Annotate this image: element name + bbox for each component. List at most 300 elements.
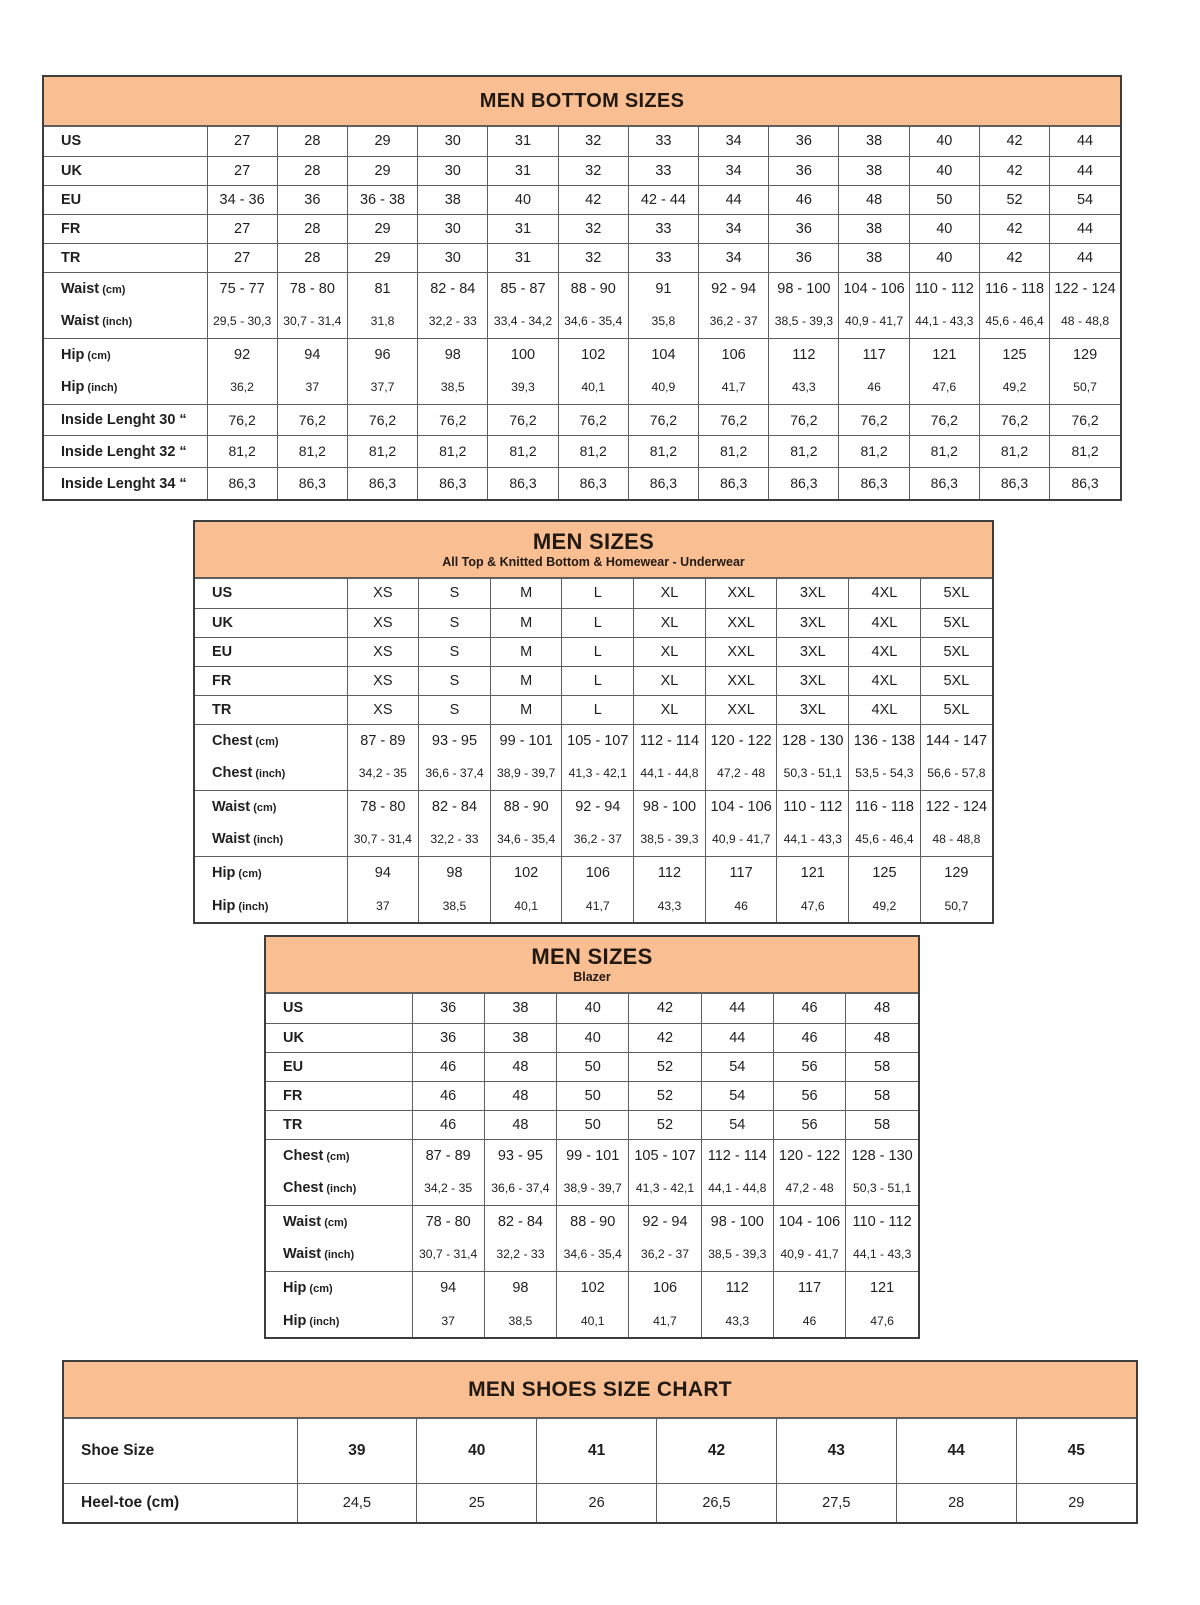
cell-value: 3XL bbox=[777, 637, 849, 666]
table-row-chest-inch bbox=[266, 1172, 918, 1205]
cell-value: XXL bbox=[705, 637, 777, 666]
cell-value: L bbox=[562, 579, 634, 608]
row-label-text: EU bbox=[283, 1058, 304, 1075]
cell-value: 42 bbox=[629, 994, 701, 1023]
cell-value: XS bbox=[347, 666, 419, 695]
cell-value: 3XL bbox=[777, 666, 849, 695]
row-label-waist-cm bbox=[44, 272, 207, 305]
cell-value: 86,3 bbox=[769, 467, 839, 499]
cell-value: 98 bbox=[418, 338, 488, 371]
cell-value: 46 bbox=[773, 1304, 845, 1337]
cell-value: 129 bbox=[920, 856, 992, 889]
cell-value: 81,2 bbox=[1050, 436, 1120, 468]
row-label-hip-inch bbox=[195, 889, 347, 922]
cell-value: 81,2 bbox=[909, 436, 979, 468]
cell-value: 87 - 89 bbox=[347, 724, 419, 757]
cell-value: 30,7 - 31,4 bbox=[412, 1238, 484, 1271]
cell-value: 81,2 bbox=[628, 436, 698, 468]
row-label-inside-lenght-34 bbox=[44, 467, 207, 499]
cell-value: 28 bbox=[277, 156, 347, 185]
row-label-text: US bbox=[212, 585, 233, 602]
cell-value: 4XL bbox=[849, 579, 921, 608]
cell-value: 81,2 bbox=[277, 436, 347, 468]
cell-value: 93 - 95 bbox=[419, 724, 491, 757]
cell-value: S bbox=[419, 579, 491, 608]
cell-value: 78 - 80 bbox=[412, 1205, 484, 1238]
table-row-chest-inch bbox=[195, 757, 992, 790]
cell-value: 34 - 36 bbox=[207, 185, 277, 214]
row-label-text: Inside Lenght 30 “ bbox=[61, 412, 187, 429]
cell-value: 33 bbox=[628, 243, 698, 272]
cell-value: 50 bbox=[557, 1052, 629, 1081]
men-bottom-sizes-grid bbox=[44, 127, 1120, 499]
table-row-tr bbox=[44, 243, 1120, 272]
cell-value: 39 bbox=[297, 1419, 417, 1483]
cell-value: 78 - 80 bbox=[277, 272, 347, 305]
cell-value: XL bbox=[634, 666, 706, 695]
cell-value: 106 bbox=[629, 1271, 701, 1304]
cell-value: 98 bbox=[419, 856, 491, 889]
cell-value: 3XL bbox=[777, 695, 849, 724]
cell-value: 44 bbox=[1050, 156, 1120, 185]
cell-value: 43,3 bbox=[634, 889, 706, 922]
cell-value: 128 - 130 bbox=[846, 1139, 918, 1172]
table-row-eu bbox=[195, 637, 992, 666]
cell-value: 26 bbox=[537, 1483, 657, 1522]
row-label-text: Waist bbox=[212, 798, 251, 815]
men-bottom-sizes-table bbox=[42, 75, 1122, 501]
men-sizes-top-header-band bbox=[195, 522, 992, 579]
cell-value: 47,6 bbox=[777, 889, 849, 922]
cell-value: 38 bbox=[484, 1023, 556, 1052]
cell-value: 112 - 114 bbox=[701, 1139, 773, 1172]
cell-value: 122 - 124 bbox=[920, 790, 992, 823]
cell-value: 86,3 bbox=[488, 467, 558, 499]
cell-value: 34,6 - 35,4 bbox=[557, 1238, 629, 1271]
cell-value: 30 bbox=[418, 156, 488, 185]
row-label-waist-inch bbox=[195, 823, 347, 856]
cell-value: 76,2 bbox=[699, 404, 769, 436]
row-label-tr bbox=[266, 1110, 412, 1139]
cell-value: 121 bbox=[777, 856, 849, 889]
row-label-unit: (inch) bbox=[252, 768, 286, 781]
row-label-uk bbox=[266, 1023, 412, 1052]
cell-value: 50,7 bbox=[920, 889, 992, 922]
cell-value: 38,5 bbox=[418, 371, 488, 404]
row-label-us bbox=[195, 579, 347, 608]
cell-value: 81,2 bbox=[769, 436, 839, 468]
row-label-text: Chest bbox=[283, 1147, 324, 1164]
row-label-tr bbox=[195, 695, 347, 724]
cell-value: 34 bbox=[699, 243, 769, 272]
row-label-text: Hip bbox=[283, 1312, 307, 1329]
cell-value: 75 - 77 bbox=[207, 272, 277, 305]
cell-value: 44 bbox=[1050, 243, 1120, 272]
cell-value: 88 - 90 bbox=[558, 272, 628, 305]
row-label-text: Chest bbox=[283, 1180, 324, 1197]
cell-value: 40 bbox=[557, 994, 629, 1023]
cell-value: 4XL bbox=[849, 695, 921, 724]
cell-value: 37 bbox=[412, 1304, 484, 1337]
cell-value: 81,2 bbox=[418, 436, 488, 468]
table-title: MEN SIZES bbox=[532, 528, 655, 554]
cell-value: 46 bbox=[412, 1052, 484, 1081]
row-label-text: FR bbox=[283, 1087, 303, 1104]
row-label-uk bbox=[195, 608, 347, 637]
cell-value: 40 bbox=[909, 243, 979, 272]
cell-value: 82 - 84 bbox=[419, 790, 491, 823]
cell-value: 54 bbox=[1050, 185, 1120, 214]
cell-value: 31 bbox=[488, 214, 558, 243]
row-label-text: Waist bbox=[61, 280, 100, 297]
cell-value: 81,2 bbox=[488, 436, 558, 468]
row-label-unit: (inch) bbox=[235, 900, 269, 913]
cell-value: 29 bbox=[347, 156, 417, 185]
cell-value: 112 bbox=[701, 1271, 773, 1304]
cell-value: L bbox=[562, 695, 634, 724]
cell-value: 86,3 bbox=[558, 467, 628, 499]
cell-value: 33 bbox=[628, 127, 698, 156]
cell-value: 53,5 - 54,3 bbox=[849, 757, 921, 790]
cell-value: XS bbox=[347, 579, 419, 608]
table-row-shoe-size bbox=[64, 1419, 1136, 1483]
row-label-shoe-size bbox=[64, 1419, 297, 1483]
cell-value: 40 bbox=[488, 185, 558, 214]
row-label-hip-inch bbox=[266, 1304, 412, 1337]
cell-value: 98 bbox=[484, 1271, 556, 1304]
table-subtitle: All Top & Knitted Bottom & Homewear - Underwear bbox=[442, 555, 745, 570]
cell-value: 86,3 bbox=[628, 467, 698, 499]
cell-value: 48 - 48,8 bbox=[1050, 305, 1120, 338]
cell-value: 27 bbox=[207, 243, 277, 272]
row-label-text: Heel-toe (cm) bbox=[81, 1493, 180, 1511]
table-row-chest-cm bbox=[195, 724, 992, 757]
table-row-tr bbox=[266, 1110, 918, 1139]
cell-value: 34 bbox=[699, 214, 769, 243]
table-row-tr bbox=[195, 695, 992, 724]
table-row-heel-toe-cm bbox=[64, 1483, 1136, 1522]
cell-value: 34,2 - 35 bbox=[347, 757, 419, 790]
cell-value: 32 bbox=[558, 214, 628, 243]
cell-value: 36 bbox=[769, 156, 839, 185]
cell-value: 99 - 101 bbox=[557, 1139, 629, 1172]
cell-value: 82 - 84 bbox=[418, 272, 488, 305]
cell-value: 40,1 bbox=[490, 889, 562, 922]
cell-value: 87 - 89 bbox=[412, 1139, 484, 1172]
cell-value: 49,2 bbox=[979, 371, 1049, 404]
table-row-us bbox=[44, 127, 1120, 156]
cell-value: 58 bbox=[846, 1081, 918, 1110]
cell-value: 42 bbox=[629, 1023, 701, 1052]
cell-value: 37 bbox=[277, 371, 347, 404]
cell-value: 46 bbox=[769, 185, 839, 214]
row-label-unit: (cm) bbox=[250, 801, 277, 814]
row-label-text: Waist bbox=[212, 831, 251, 848]
row-label-unit: (cm) bbox=[235, 867, 262, 880]
cell-value: 42 bbox=[979, 127, 1049, 156]
row-label-text: Hip bbox=[61, 346, 85, 363]
table-row-eu bbox=[44, 185, 1120, 214]
table-title: MEN SHOES SIZE CHART bbox=[468, 1377, 732, 1401]
cell-value: 85 - 87 bbox=[488, 272, 558, 305]
cell-value: 44,1 - 43,3 bbox=[777, 823, 849, 856]
cell-value: 4XL bbox=[849, 608, 921, 637]
table-row-inside-lenght-32 bbox=[44, 436, 1120, 468]
row-label-text: Hip bbox=[61, 379, 85, 396]
cell-value: 25 bbox=[417, 1483, 537, 1522]
row-label-chest-inch bbox=[266, 1172, 412, 1205]
cell-value: 36 bbox=[277, 185, 347, 214]
cell-value: 92 bbox=[207, 338, 277, 371]
cell-value: 32,2 - 33 bbox=[418, 305, 488, 338]
cell-value: 81,2 bbox=[979, 436, 1049, 468]
cell-value: 98 - 100 bbox=[701, 1205, 773, 1238]
cell-value: 41 bbox=[537, 1419, 657, 1483]
cell-value: 46 bbox=[773, 994, 845, 1023]
row-label-text: Shoe Size bbox=[81, 1441, 155, 1459]
cell-value: 144 - 147 bbox=[920, 724, 992, 757]
row-label-text: FR bbox=[61, 220, 81, 237]
table-row-waist-inch bbox=[44, 305, 1120, 338]
cell-value: 27 bbox=[207, 214, 277, 243]
cell-value: XXL bbox=[705, 666, 777, 695]
cell-value: 81,2 bbox=[558, 436, 628, 468]
cell-value: 38 bbox=[484, 994, 556, 1023]
cell-value: 36 bbox=[412, 994, 484, 1023]
row-label-chest-cm bbox=[266, 1139, 412, 1172]
row-label-unit: (inch) bbox=[250, 834, 284, 847]
row-label-unit: (cm) bbox=[99, 283, 126, 296]
row-label-hip-cm bbox=[44, 338, 207, 371]
row-label-waist-cm bbox=[266, 1205, 412, 1238]
row-label-text: US bbox=[283, 1000, 304, 1017]
row-label-inside-lenght-30 bbox=[44, 404, 207, 436]
cell-value: XL bbox=[634, 579, 706, 608]
cell-value: 40,9 bbox=[628, 371, 698, 404]
row-label-hip-cm bbox=[266, 1271, 412, 1304]
cell-value: 86,3 bbox=[839, 467, 909, 499]
cell-value: 44 bbox=[1050, 214, 1120, 243]
cell-value: 42 bbox=[558, 185, 628, 214]
cell-value: 38,5 bbox=[419, 889, 491, 922]
cell-value: 40,9 - 41,7 bbox=[705, 823, 777, 856]
cell-value: 40 bbox=[909, 214, 979, 243]
row-label-text: Hip bbox=[283, 1279, 307, 1296]
table-row-uk bbox=[195, 608, 992, 637]
cell-value: 98 - 100 bbox=[634, 790, 706, 823]
cell-value: 44 bbox=[701, 994, 773, 1023]
cell-value: 40 bbox=[557, 1023, 629, 1052]
cell-value: 24,5 bbox=[297, 1483, 417, 1522]
cell-value: 136 - 138 bbox=[849, 724, 921, 757]
cell-value: 33 bbox=[628, 214, 698, 243]
table-row-waist-cm bbox=[44, 272, 1120, 305]
cell-value: 37,7 bbox=[347, 371, 417, 404]
cell-value: 47,2 - 48 bbox=[705, 757, 777, 790]
cell-value: 27 bbox=[207, 156, 277, 185]
table-row-us bbox=[195, 579, 992, 608]
cell-value: 44,1 - 43,3 bbox=[909, 305, 979, 338]
table-row-inside-lenght-34 bbox=[44, 467, 1120, 499]
row-label-uk bbox=[44, 156, 207, 185]
cell-value: M bbox=[490, 579, 562, 608]
men-sizes-blazer-grid bbox=[266, 994, 918, 1337]
cell-value: 94 bbox=[277, 338, 347, 371]
table-row-waist-cm bbox=[266, 1205, 918, 1238]
cell-value: 81,2 bbox=[347, 436, 417, 468]
cell-value: 31,8 bbox=[347, 305, 417, 338]
row-label-hip-cm bbox=[195, 856, 347, 889]
cell-value: 36 - 38 bbox=[347, 185, 417, 214]
cell-value: 27,5 bbox=[776, 1483, 896, 1522]
cell-value: 81,2 bbox=[699, 436, 769, 468]
cell-value: 46 bbox=[773, 1023, 845, 1052]
cell-value: 58 bbox=[846, 1052, 918, 1081]
table-row-fr bbox=[195, 666, 992, 695]
cell-value: 48 - 48,8 bbox=[920, 823, 992, 856]
cell-value: 29,5 - 30,3 bbox=[207, 305, 277, 338]
table-row-uk bbox=[266, 1023, 918, 1052]
row-label-text: TR bbox=[61, 249, 81, 266]
cell-value: 76,2 bbox=[277, 404, 347, 436]
cell-value: 81 bbox=[347, 272, 417, 305]
table-subtitle: Blazer bbox=[573, 970, 611, 985]
row-label-unit: (inch) bbox=[99, 316, 133, 329]
cell-value: 38,9 - 39,7 bbox=[557, 1172, 629, 1205]
table-row-hip-cm bbox=[266, 1271, 918, 1304]
cell-value: 34,6 - 35,4 bbox=[490, 823, 562, 856]
cell-value: 5XL bbox=[920, 666, 992, 695]
cell-value: 86,3 bbox=[909, 467, 979, 499]
cell-value: 104 - 106 bbox=[773, 1205, 845, 1238]
row-label-unit: (inch) bbox=[323, 1183, 357, 1196]
cell-value: 36,6 - 37,4 bbox=[419, 757, 491, 790]
cell-value: 112 bbox=[634, 856, 706, 889]
cell-value: 36,2 - 37 bbox=[699, 305, 769, 338]
cell-value: 52 bbox=[979, 185, 1049, 214]
cell-value: 36,6 - 37,4 bbox=[484, 1172, 556, 1205]
cell-value: 92 - 94 bbox=[699, 272, 769, 305]
cell-value: XS bbox=[347, 637, 419, 666]
cell-value: 31 bbox=[488, 127, 558, 156]
cell-value: 110 - 112 bbox=[846, 1205, 918, 1238]
cell-value: 116 - 118 bbox=[979, 272, 1049, 305]
cell-value: 52 bbox=[629, 1081, 701, 1110]
cell-value: 76,2 bbox=[558, 404, 628, 436]
row-label-unit: (inch) bbox=[84, 382, 118, 395]
row-label-chest-cm bbox=[195, 724, 347, 757]
cell-value: 28 bbox=[896, 1483, 1016, 1522]
cell-value: 26,5 bbox=[657, 1483, 777, 1522]
row-label-text: FR bbox=[212, 672, 232, 689]
cell-value: 36 bbox=[769, 127, 839, 156]
table-row-uk bbox=[44, 156, 1120, 185]
cell-value: 48 bbox=[484, 1110, 556, 1139]
cell-value: 31 bbox=[488, 156, 558, 185]
cell-value: 93 - 95 bbox=[484, 1139, 556, 1172]
cell-value: 47,6 bbox=[909, 371, 979, 404]
table-row-us bbox=[266, 994, 918, 1023]
cell-value: 58 bbox=[846, 1110, 918, 1139]
cell-value: 42 bbox=[979, 156, 1049, 185]
table-row-hip-cm bbox=[44, 338, 1120, 371]
cell-value: 4XL bbox=[849, 637, 921, 666]
cell-value: 36 bbox=[412, 1023, 484, 1052]
cell-value: 44 bbox=[701, 1023, 773, 1052]
table-row-waist-cm bbox=[195, 790, 992, 823]
row-label-hip-inch bbox=[44, 371, 207, 404]
cell-value: 117 bbox=[839, 338, 909, 371]
row-label-text: UK bbox=[61, 162, 82, 179]
cell-value: S bbox=[419, 695, 491, 724]
cell-value: 44 bbox=[1050, 127, 1120, 156]
cell-value: 41,3 - 42,1 bbox=[562, 757, 634, 790]
cell-value: 86,3 bbox=[277, 467, 347, 499]
cell-value: 33,4 - 34,2 bbox=[488, 305, 558, 338]
cell-value: 76,2 bbox=[347, 404, 417, 436]
cell-value: 50 bbox=[557, 1081, 629, 1110]
cell-value: M bbox=[490, 666, 562, 695]
cell-value: 54 bbox=[701, 1081, 773, 1110]
cell-value: 100 bbox=[488, 338, 558, 371]
row-label-eu bbox=[266, 1052, 412, 1081]
cell-value: 76,2 bbox=[979, 404, 1049, 436]
cell-value: 39,3 bbox=[488, 371, 558, 404]
cell-value: 32 bbox=[558, 156, 628, 185]
men-bottom-sizes-header-band bbox=[44, 77, 1120, 127]
cell-value: 120 - 122 bbox=[773, 1139, 845, 1172]
table-row-hip-cm bbox=[195, 856, 992, 889]
cell-value: 46 bbox=[705, 889, 777, 922]
cell-value: 125 bbox=[979, 338, 1049, 371]
cell-value: S bbox=[419, 666, 491, 695]
cell-value: 92 - 94 bbox=[629, 1205, 701, 1238]
row-label-text: Waist bbox=[283, 1213, 322, 1230]
row-label-fr bbox=[195, 666, 347, 695]
cell-value: 56 bbox=[773, 1052, 845, 1081]
cell-value: 125 bbox=[849, 856, 921, 889]
cell-value: 104 - 106 bbox=[839, 272, 909, 305]
cell-value: 112 bbox=[769, 338, 839, 371]
cell-value: 32,2 - 33 bbox=[419, 823, 491, 856]
cell-value: M bbox=[490, 637, 562, 666]
cell-value: 86,3 bbox=[699, 467, 769, 499]
table-row-fr bbox=[266, 1081, 918, 1110]
cell-value: 128 - 130 bbox=[777, 724, 849, 757]
cell-value: 105 - 107 bbox=[629, 1139, 701, 1172]
cell-value: 56 bbox=[773, 1081, 845, 1110]
table-row-chest-cm bbox=[266, 1139, 918, 1172]
cell-value: 122 - 124 bbox=[1050, 272, 1120, 305]
cell-value: 45 bbox=[1016, 1419, 1136, 1483]
table-row-waist-inch bbox=[195, 823, 992, 856]
table-row-waist-inch bbox=[266, 1238, 918, 1271]
row-label-unit: (cm) bbox=[321, 1216, 348, 1229]
cell-value: 98 - 100 bbox=[769, 272, 839, 305]
cell-value: 38,5 bbox=[484, 1304, 556, 1337]
row-label-waist-inch bbox=[44, 305, 207, 338]
cell-value: 40,1 bbox=[557, 1304, 629, 1337]
cell-value: 30 bbox=[418, 243, 488, 272]
cell-value: 50,3 - 51,1 bbox=[777, 757, 849, 790]
cell-value: L bbox=[562, 666, 634, 695]
cell-value: 102 bbox=[557, 1271, 629, 1304]
row-label-text: US bbox=[61, 133, 82, 150]
cell-value: 45,6 - 46,4 bbox=[849, 823, 921, 856]
cell-value: XS bbox=[347, 608, 419, 637]
cell-value: 129 bbox=[1050, 338, 1120, 371]
men-sizes-top-table bbox=[193, 520, 994, 924]
